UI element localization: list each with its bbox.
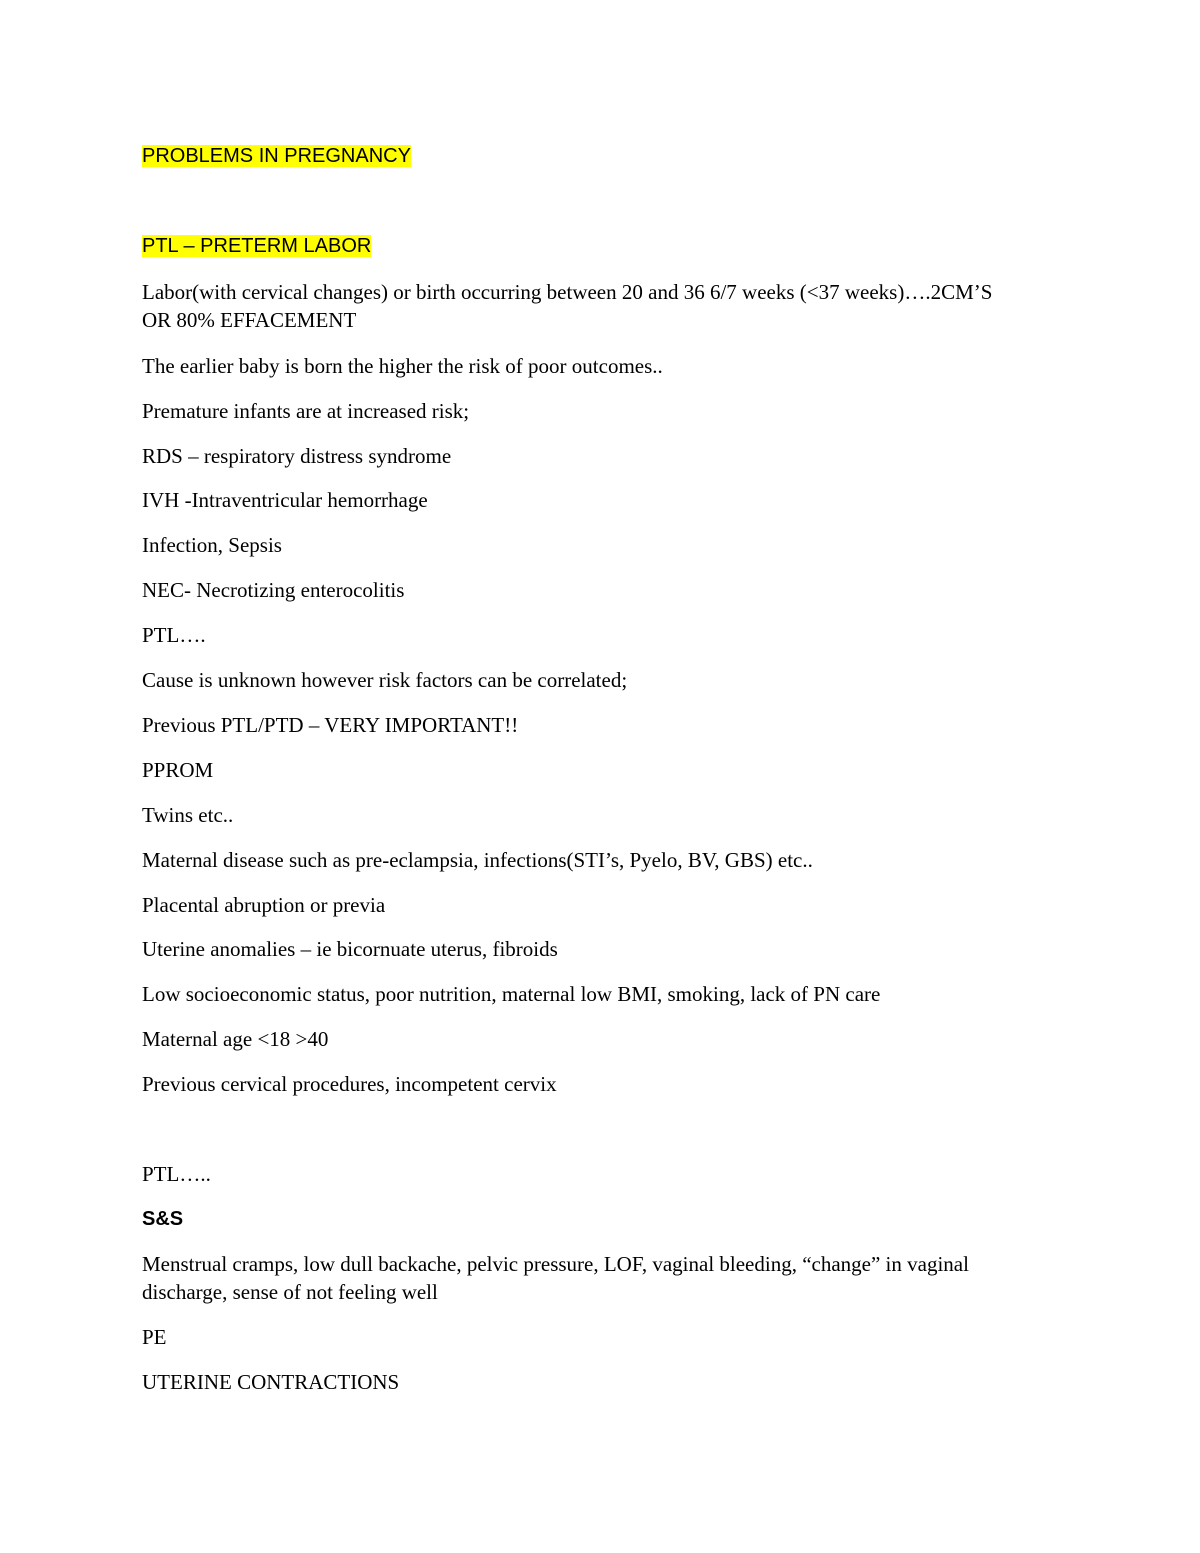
list-item: Uterine anomalies – ie bicornuate uterus, fibroids — [142, 937, 558, 961]
list-item: RDS – respiratory distress syndrome — [142, 444, 452, 468]
list-item: Twins etc.. — [142, 803, 234, 827]
document-title — [142, 142, 1042, 170]
list-item: Placental abruption or previa — [142, 893, 386, 917]
uterine-contractions-label: UTERINE CONTRACTIONS — [142, 1370, 400, 1394]
list-item: NEC- Necrotizing enterocolitis — [142, 578, 405, 602]
symptoms-paragraph: Menstrual cramps, low dull backache, pelvic pressure, LOF, vaginal bleeding, “change” in vaginal discharge, sense of not feeling well — [142, 1252, 969, 1304]
ptl-continued-label: PTL…. — [142, 623, 206, 647]
outcome-note: The earlier baby is born the higher the risk of poor outcomes.. — [142, 354, 663, 378]
list-item: Low socioeconomic status, poor nutrition, maternal low BMI, smoking, lack of PN care — [142, 982, 881, 1006]
list-item: IVH -Intraventricular hemorrhage — [142, 488, 428, 512]
list-item: Previous cervical procedures, incompetent cervix — [142, 1072, 557, 1096]
ptl-continued-label: PTL….. — [142, 1162, 211, 1186]
list-item: Previous PTL/PTD – VERY IMPORTANT!! — [142, 713, 519, 737]
sas-heading: S&S — [142, 1208, 184, 1230]
list-item: Maternal age <18 >40 — [142, 1027, 329, 1051]
list-item: Maternal disease such as pre-eclampsia, infections(STI’s, Pyelo, BV, GBS) etc.. — [142, 848, 813, 872]
list-item: PPROM — [142, 758, 214, 782]
risk-intro: Premature infants are at increased risk; — [142, 399, 470, 423]
title-highlight: PROBLEMS IN PREGNANCY — [142, 145, 411, 167]
section-heading — [142, 232, 1042, 260]
section-heading-highlight: PTL – PRETERM LABOR — [142, 235, 372, 257]
pe-label: PE — [142, 1325, 167, 1349]
list-item: Infection, Sepsis — [142, 533, 282, 557]
definition-paragraph: Labor(with cervical changes) or birth occurring between 20 and 36 6/7 weeks (<37 weeks)….2CM’S OR 80% EFFACEMENT — [142, 280, 993, 332]
cause-intro: Cause is unknown however risk factors can be correlated; — [142, 668, 628, 692]
